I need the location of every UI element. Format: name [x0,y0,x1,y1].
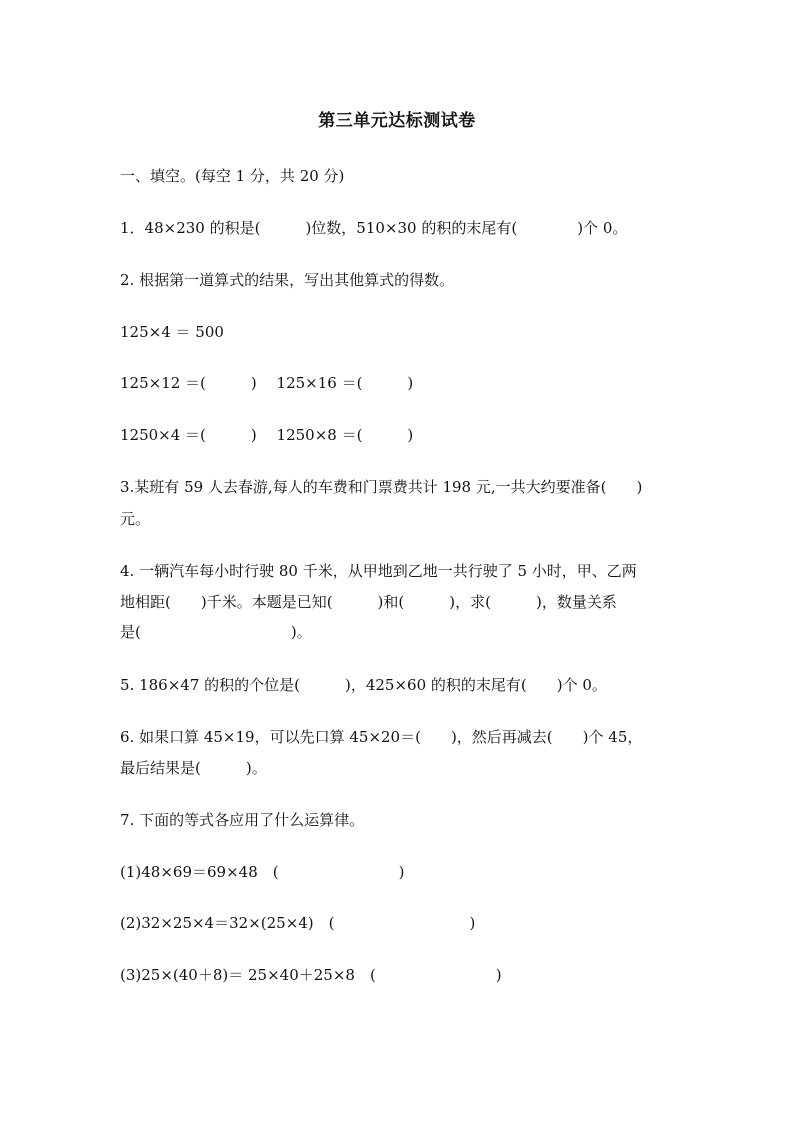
question-2: 2. 根据第一道算式的结果，写出其他算式的得数。 [120,271,455,289]
section-heading: 一、填空。(每空 1 分，共 20 分) [120,167,345,185]
question-7-item-2: (2)32×25×4＝32×(25×4) ( ) [120,914,476,932]
question-6: 6. 如果口算 45×19，可以先口算 45×20＝( )，然后再减去( )个 45， [120,728,643,746]
question-2-row-2: 1250×4 ＝( ) 1250×8 ＝( ) [120,426,414,444]
page-title: 第三单元达标测试卷 [318,111,476,131]
question-7-item-1: (1)48×69＝69×48 ( ) [120,863,405,881]
question-2-row-1: 125×12 ＝( ) 125×16 ＝( ) [120,374,414,392]
question-4: 4. 一辆汽车每小时行驶 80 千米，从甲地到乙地一共行驶了 5 小时，甲、乙两 [120,562,637,580]
question-4-cont-1: 地相距( )千米。本题是已知( )和( )，求( )，数量关系 [120,593,617,611]
question-4-cont-2: 是( )。 [120,623,312,641]
question-5: 5. 186×47 的积的个位是( )，425×60 的积的末尾有( )个 0。 [120,676,607,694]
question-3-cont: 元。 [120,510,151,528]
question-1: 1．48×230 的积是( )位数，510×30 的积的末尾有( )个 0。 [120,219,628,237]
question-7-item-3: (3)25×(40＋8)＝ 25×40＋25×8 ( ) [120,966,502,984]
question-3: 3.某班有 59 人去春游,每人的车费和门票费共计 198 元,一共大约要准备( ) [120,478,643,496]
question-6-cont: 最后结果是( )。 [120,759,267,777]
question-2-given: 125×4 ＝ 500 [120,323,224,341]
question-7: 7. 下面的等式各应用了什么运算律。 [120,811,365,829]
